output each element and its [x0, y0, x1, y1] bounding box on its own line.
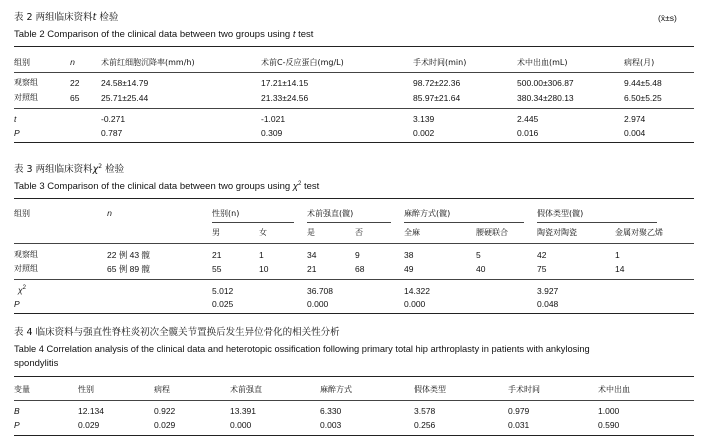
cell: 2.974 — [624, 114, 646, 124]
cell: 21 — [307, 264, 317, 274]
cell: 0.922 — [154, 406, 176, 416]
cell: 1.000 — [598, 406, 620, 416]
cell: 0.016 — [517, 128, 539, 138]
row-label: 对照组 — [14, 93, 38, 102]
cell: 6.330 — [320, 406, 342, 416]
table3-header-n: n — [107, 209, 113, 218]
subheader-male: 男 — [212, 228, 220, 237]
cell: 1 — [259, 250, 264, 260]
cell: 9 — [355, 250, 360, 260]
subheader-spinal-epidural: 腰硬联合 — [476, 228, 508, 237]
table4-header-blood-loss: 术中出血 — [598, 385, 630, 394]
cell: 6.50±5.25 — [624, 93, 662, 103]
table2-header-crp: 术前C-反应蛋白(mg/L) — [261, 58, 344, 67]
cell: 9.44±5.48 — [624, 78, 662, 88]
sub-rule-anesthesia — [404, 222, 524, 223]
cell: 500.00±306.87 — [517, 78, 574, 88]
row-label: 观察组 — [14, 78, 38, 87]
subheader-metal-pe: 金属对聚乙烯 — [615, 228, 663, 237]
table2-header-blood-loss: 术中出血(mL) — [517, 58, 568, 67]
table3-group-stiffness: 术前强直(髋) — [307, 209, 354, 218]
subheader-ceramic: 陶瓷对陶瓷 — [537, 228, 577, 237]
table4-header-prosthesis: 假体类型 — [414, 385, 446, 394]
cell: 0.000 — [230, 420, 252, 430]
table4-title-en-line2: spondylitis — [14, 358, 59, 369]
table4-header-stiffness: 术前强直 — [230, 385, 262, 394]
cell: 5 — [476, 250, 481, 260]
table3-group-sex: 性别(n) — [212, 209, 240, 218]
table2-header-rule — [14, 72, 694, 73]
row-label: t — [14, 114, 17, 124]
cell: 68 — [355, 264, 365, 274]
cell: 55 — [212, 264, 222, 274]
table2-header-esr: 术前红细胞沉降率(mm/h) — [101, 58, 195, 67]
cell: 0.002 — [413, 128, 435, 138]
cell: 0.031 — [508, 420, 530, 430]
cell: 98.72±22.36 — [413, 78, 461, 88]
table2-header-op-time: 手术时间(min) — [413, 58, 467, 67]
cell: -0.271 — [101, 114, 126, 124]
table3-title-en: Table 3 Comparison of the clinical data between two groups using $\chi^2$ test — [14, 181, 320, 193]
table3-bottom-rule — [14, 313, 694, 314]
table4-header-op-time: 手术时间 — [508, 385, 540, 394]
row-label: 对照组 — [14, 264, 38, 273]
row-label: P — [14, 299, 20, 309]
cell: 0.256 — [414, 420, 436, 430]
cell: 65 — [70, 93, 80, 103]
table4-header-rule — [14, 400, 694, 401]
row-label: $\chi^2$ — [18, 284, 26, 295]
cell: 34 — [307, 250, 317, 260]
cell: 0.787 — [101, 128, 123, 138]
table2-unit: (x̄±s) — [658, 13, 677, 23]
table2-title-cn: 表 2 两组临床资料t 检验 — [14, 12, 119, 23]
cell: 0.029 — [154, 420, 176, 430]
cell: 24.58±14.79 — [101, 78, 149, 88]
table3-top-rule — [14, 198, 694, 199]
table2-top-rule — [14, 46, 694, 47]
cell: 2.445 — [517, 114, 539, 124]
table3-group-anesthesia: 麻醉方式(髋) — [404, 209, 451, 218]
cell: 65 例 89 髋 — [107, 264, 150, 274]
subheader-female: 女 — [259, 228, 267, 237]
cell: 42 — [537, 250, 547, 260]
cell: 22 例 43 髋 — [107, 250, 150, 260]
cell: 0.000 — [404, 299, 426, 309]
sub-rule-stiffness — [307, 222, 391, 223]
cell: 36.708 — [307, 286, 333, 296]
cell: 17.21±14.15 — [261, 78, 309, 88]
table4-header-course: 病程 — [154, 385, 170, 394]
cell: 0.590 — [598, 420, 620, 430]
cell: 3.139 — [413, 114, 435, 124]
subheader-yes: 是 — [307, 228, 315, 237]
table4-header-anesthesia: 麻醉方式 — [320, 385, 352, 394]
table3-header-rule — [14, 243, 694, 244]
cell: 0.000 — [307, 299, 329, 309]
table2-title-en: Table 2 Comparison of the clinical data between two groups using t test — [14, 29, 314, 40]
cell: 13.391 — [230, 406, 256, 416]
cell: 38 — [404, 250, 414, 260]
table4-bottom-rule — [14, 435, 694, 436]
cell: 12.134 — [78, 406, 104, 416]
cell: 75 — [537, 264, 547, 274]
cell: 0.048 — [537, 299, 559, 309]
cell: 0.309 — [261, 128, 283, 138]
table2-header-group: 组别 — [14, 58, 30, 67]
sub-rule-sex — [212, 222, 294, 223]
cell: 85.97±21.64 — [413, 93, 461, 103]
table2-header-course: 病程(月) — [624, 58, 655, 67]
row-label: B — [14, 406, 20, 416]
subheader-no: 否 — [355, 228, 363, 237]
table2-bottom-rule — [14, 142, 694, 143]
cell: 21.33±24.56 — [261, 93, 309, 103]
cell: 40 — [476, 264, 486, 274]
cell: 0.025 — [212, 299, 234, 309]
table4-title-cn: 表 4 临床资料与强直性脊柱炎初次全髋关节置换后发生异位骨化的相关性分析 — [14, 327, 340, 338]
row-label: 观察组 — [14, 250, 38, 259]
cell: 10 — [259, 264, 269, 274]
cell: 3.578 — [414, 406, 436, 416]
sub-rule-prosthesis — [537, 222, 657, 223]
row-label: P — [14, 420, 20, 430]
table3-group-prosthesis: 假体类型(髋) — [537, 209, 584, 218]
cell: 0.979 — [508, 406, 530, 416]
table2-stats-rule — [14, 108, 694, 109]
cell: 21 — [212, 250, 222, 260]
cell: 1 — [615, 250, 620, 260]
cell: 0.004 — [624, 128, 646, 138]
table4-title-en-line1: Table 4 Correlation analysis of the clinical data and heterotopic ossification following primary total hip arthroplasty in patients with ankylosing — [14, 344, 590, 354]
cell: 5.012 — [212, 286, 234, 296]
cell: 0.029 — [78, 420, 100, 430]
cell: 22 — [70, 78, 80, 88]
table3-stats-rule — [14, 279, 694, 280]
subheader-general: 全麻 — [404, 228, 420, 237]
table3-title-cn: 表 3 两组临床资料$\chi^2$ 检验 — [14, 163, 125, 176]
cell: -1.021 — [261, 114, 286, 124]
cell: 49 — [404, 264, 414, 274]
table4-header-sex: 性别 — [78, 385, 94, 394]
cell: 3.927 — [537, 286, 559, 296]
table4-top-rule — [14, 376, 694, 377]
cell: 380.34±280.13 — [517, 93, 574, 103]
cell: 14 — [615, 264, 625, 274]
cell: 25.71±25.44 — [101, 93, 149, 103]
table2-header-n: n — [70, 58, 76, 67]
table3-header-group: 组别 — [14, 209, 30, 218]
cell: 0.003 — [320, 420, 342, 430]
cell: 14.322 — [404, 286, 430, 296]
table4-header-variable: 变量 — [14, 385, 30, 394]
row-label: P — [14, 128, 20, 138]
